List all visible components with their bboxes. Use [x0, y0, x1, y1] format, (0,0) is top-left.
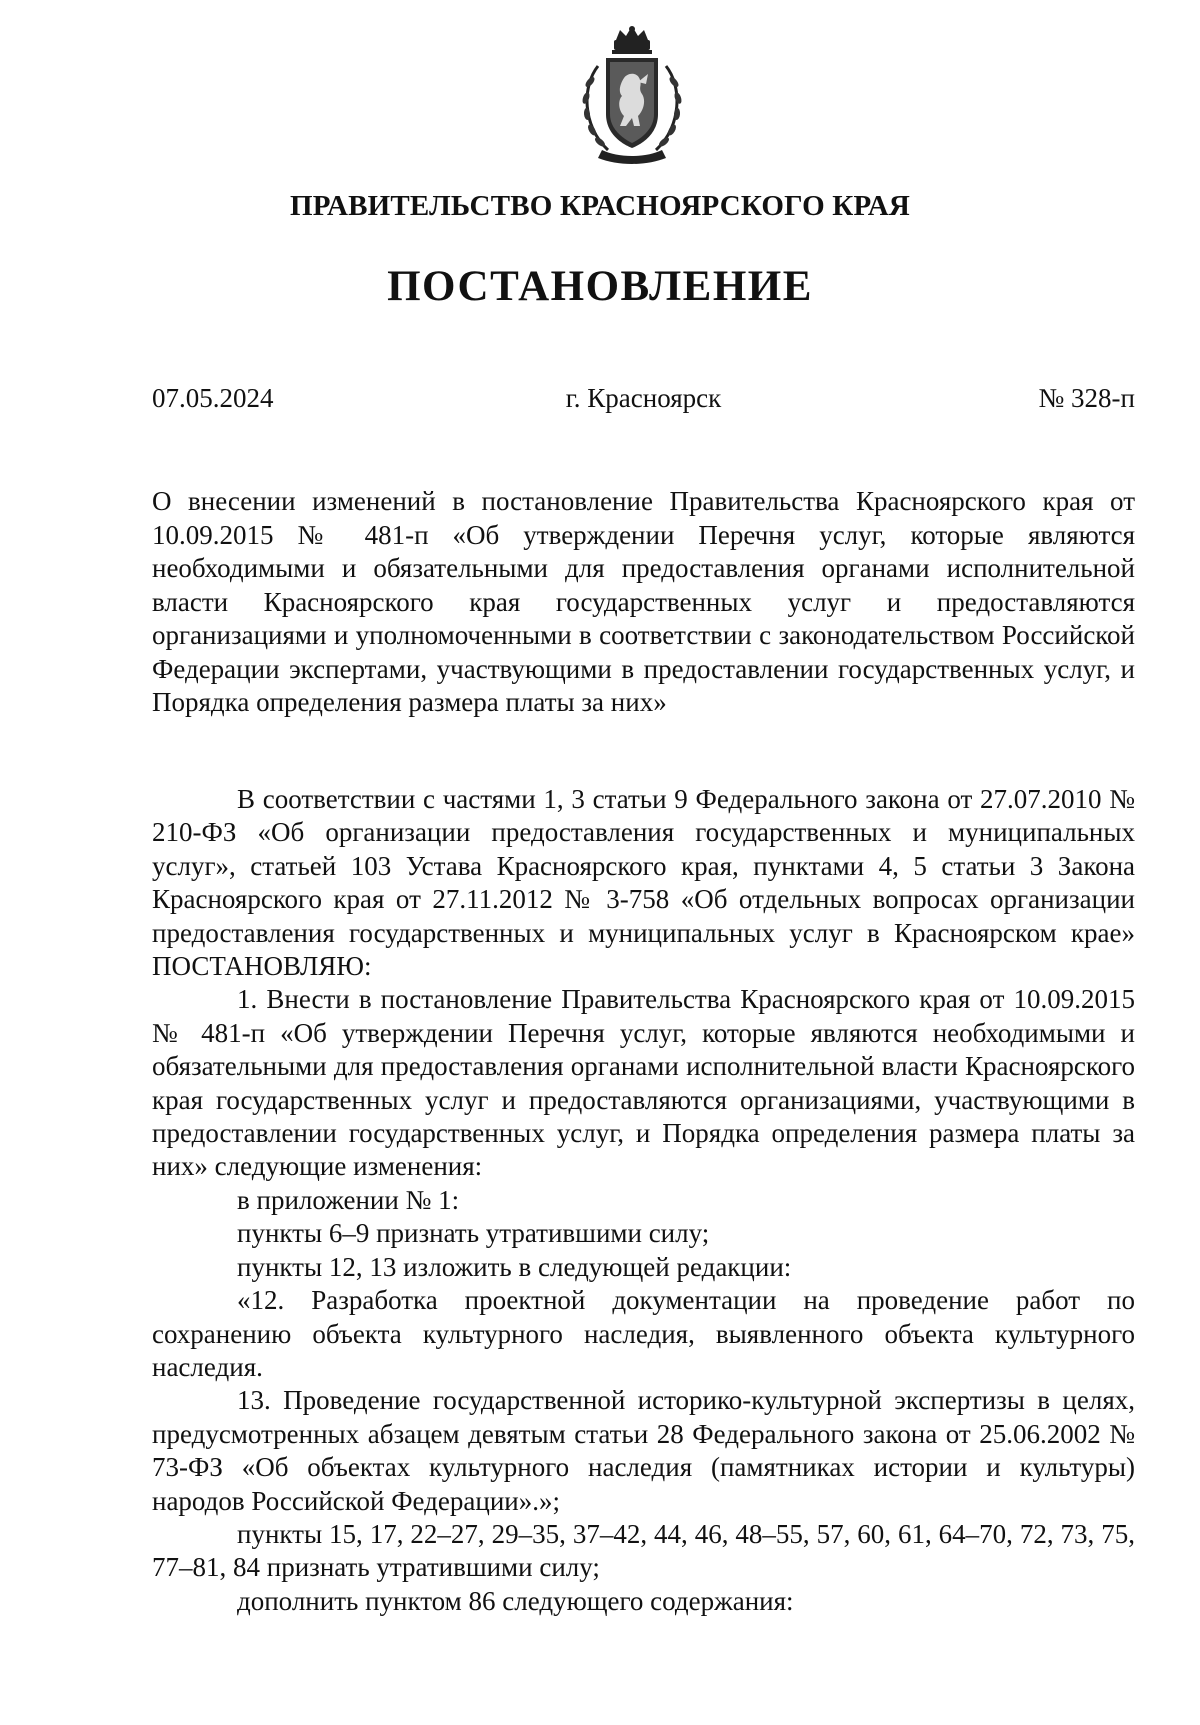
points-6-9-paragraph: пункты 6–9 признать утратившими силу; [237, 1218, 710, 1249]
document-title: О внесении изменений в постановление Правительства Красноярского края от 10.09.2015 № 481-п «Об утверждении Перечня услуг, которые являются необходимыми и обязательными для предоставления органами исполнительной власти Красноярского края государственных услуг и предоставляются организациями и уполномоченными в соответствии с законодательством Российской Федерации экспертами, участвующими в предоставлении государственных услуг, и Порядка определения размера платы за них» [152, 486, 1135, 717]
document-meta [152, 383, 1135, 423]
point-86-paragraph: дополнить пунктом 86 следующего содержания: [237, 1585, 794, 1616]
point-12-paragraph: «12. Разработка проектной документации на проведение работ по сохранению объекта культурного наследия, выявленного объекта культурного наследия. [152, 1285, 1135, 1382]
points-repeal-paragraph: пункты 15, 17, 22–27, 29–35, 37–42, 44, 46, 48–55, 57, 60, 61, 64–70, 72, 73, 75, 77–81, 84 признать утратившими силу; [152, 1518, 1135, 1583]
points-12-13-paragraph: пункты 12, 13 изложить в следующей редакции: [237, 1251, 792, 1282]
document-number: № 328-п [1038, 383, 1135, 413]
preamble-paragraph: В соответствии с частями 1, 3 статьи 9 Федерального закона от 27.07.2010 № 210-ФЗ «Об организации предоставления государственных и муниципальных услуг», статьей 103 Устава Красноярского края, пунктами 4, 5 статьи 3 Закона Красноярского края от 27.11.2012 № 3-758 «Об отдельных вопросах организации предоставления государственных и муниципальных услуг в Красноярском крае» ПОСТАНОВЛЯЮ: [152, 784, 1135, 982]
document-type: ПОСТАНОВЛЕНИЕ [387, 263, 813, 310]
item-1-paragraph: 1. Внести в постановление Правительства Красноярского края от 10.09.2015 № 481-п «Об утверждении Перечня услуг, которые являются необходимыми и обязательными для предоставления органами исполнительной власти Красноярского края государственных услуг и предоставляются организациями, участвующими в предоставлении государственных услуг, и Порядка определения размера платы за них» следующие изменения: [152, 984, 1135, 1182]
document-date: 07.05.2024 [152, 383, 274, 413]
organization-name: ПРАВИТЕЛЬСТВО КРАСНОЯРСКОГО КРАЯ [289, 190, 911, 222]
coat-of-arms-icon [568, 26, 696, 168]
point-13-paragraph: 13. Проведение государственной историко-культурной экспертизы в целях, предусмотренных абзацем девятым статьи 28 Федерального закона от 25.06.2002 № 73-ФЗ «Об объектах культурного наследия (памятниках истории и культуры) народов Российской Федерации».»; [152, 1385, 1135, 1516]
document-city: г. Красноярск [565, 383, 722, 413]
appendix-1-paragraph: в приложении № 1: [237, 1184, 460, 1215]
document-body [152, 783, 1135, 1618]
